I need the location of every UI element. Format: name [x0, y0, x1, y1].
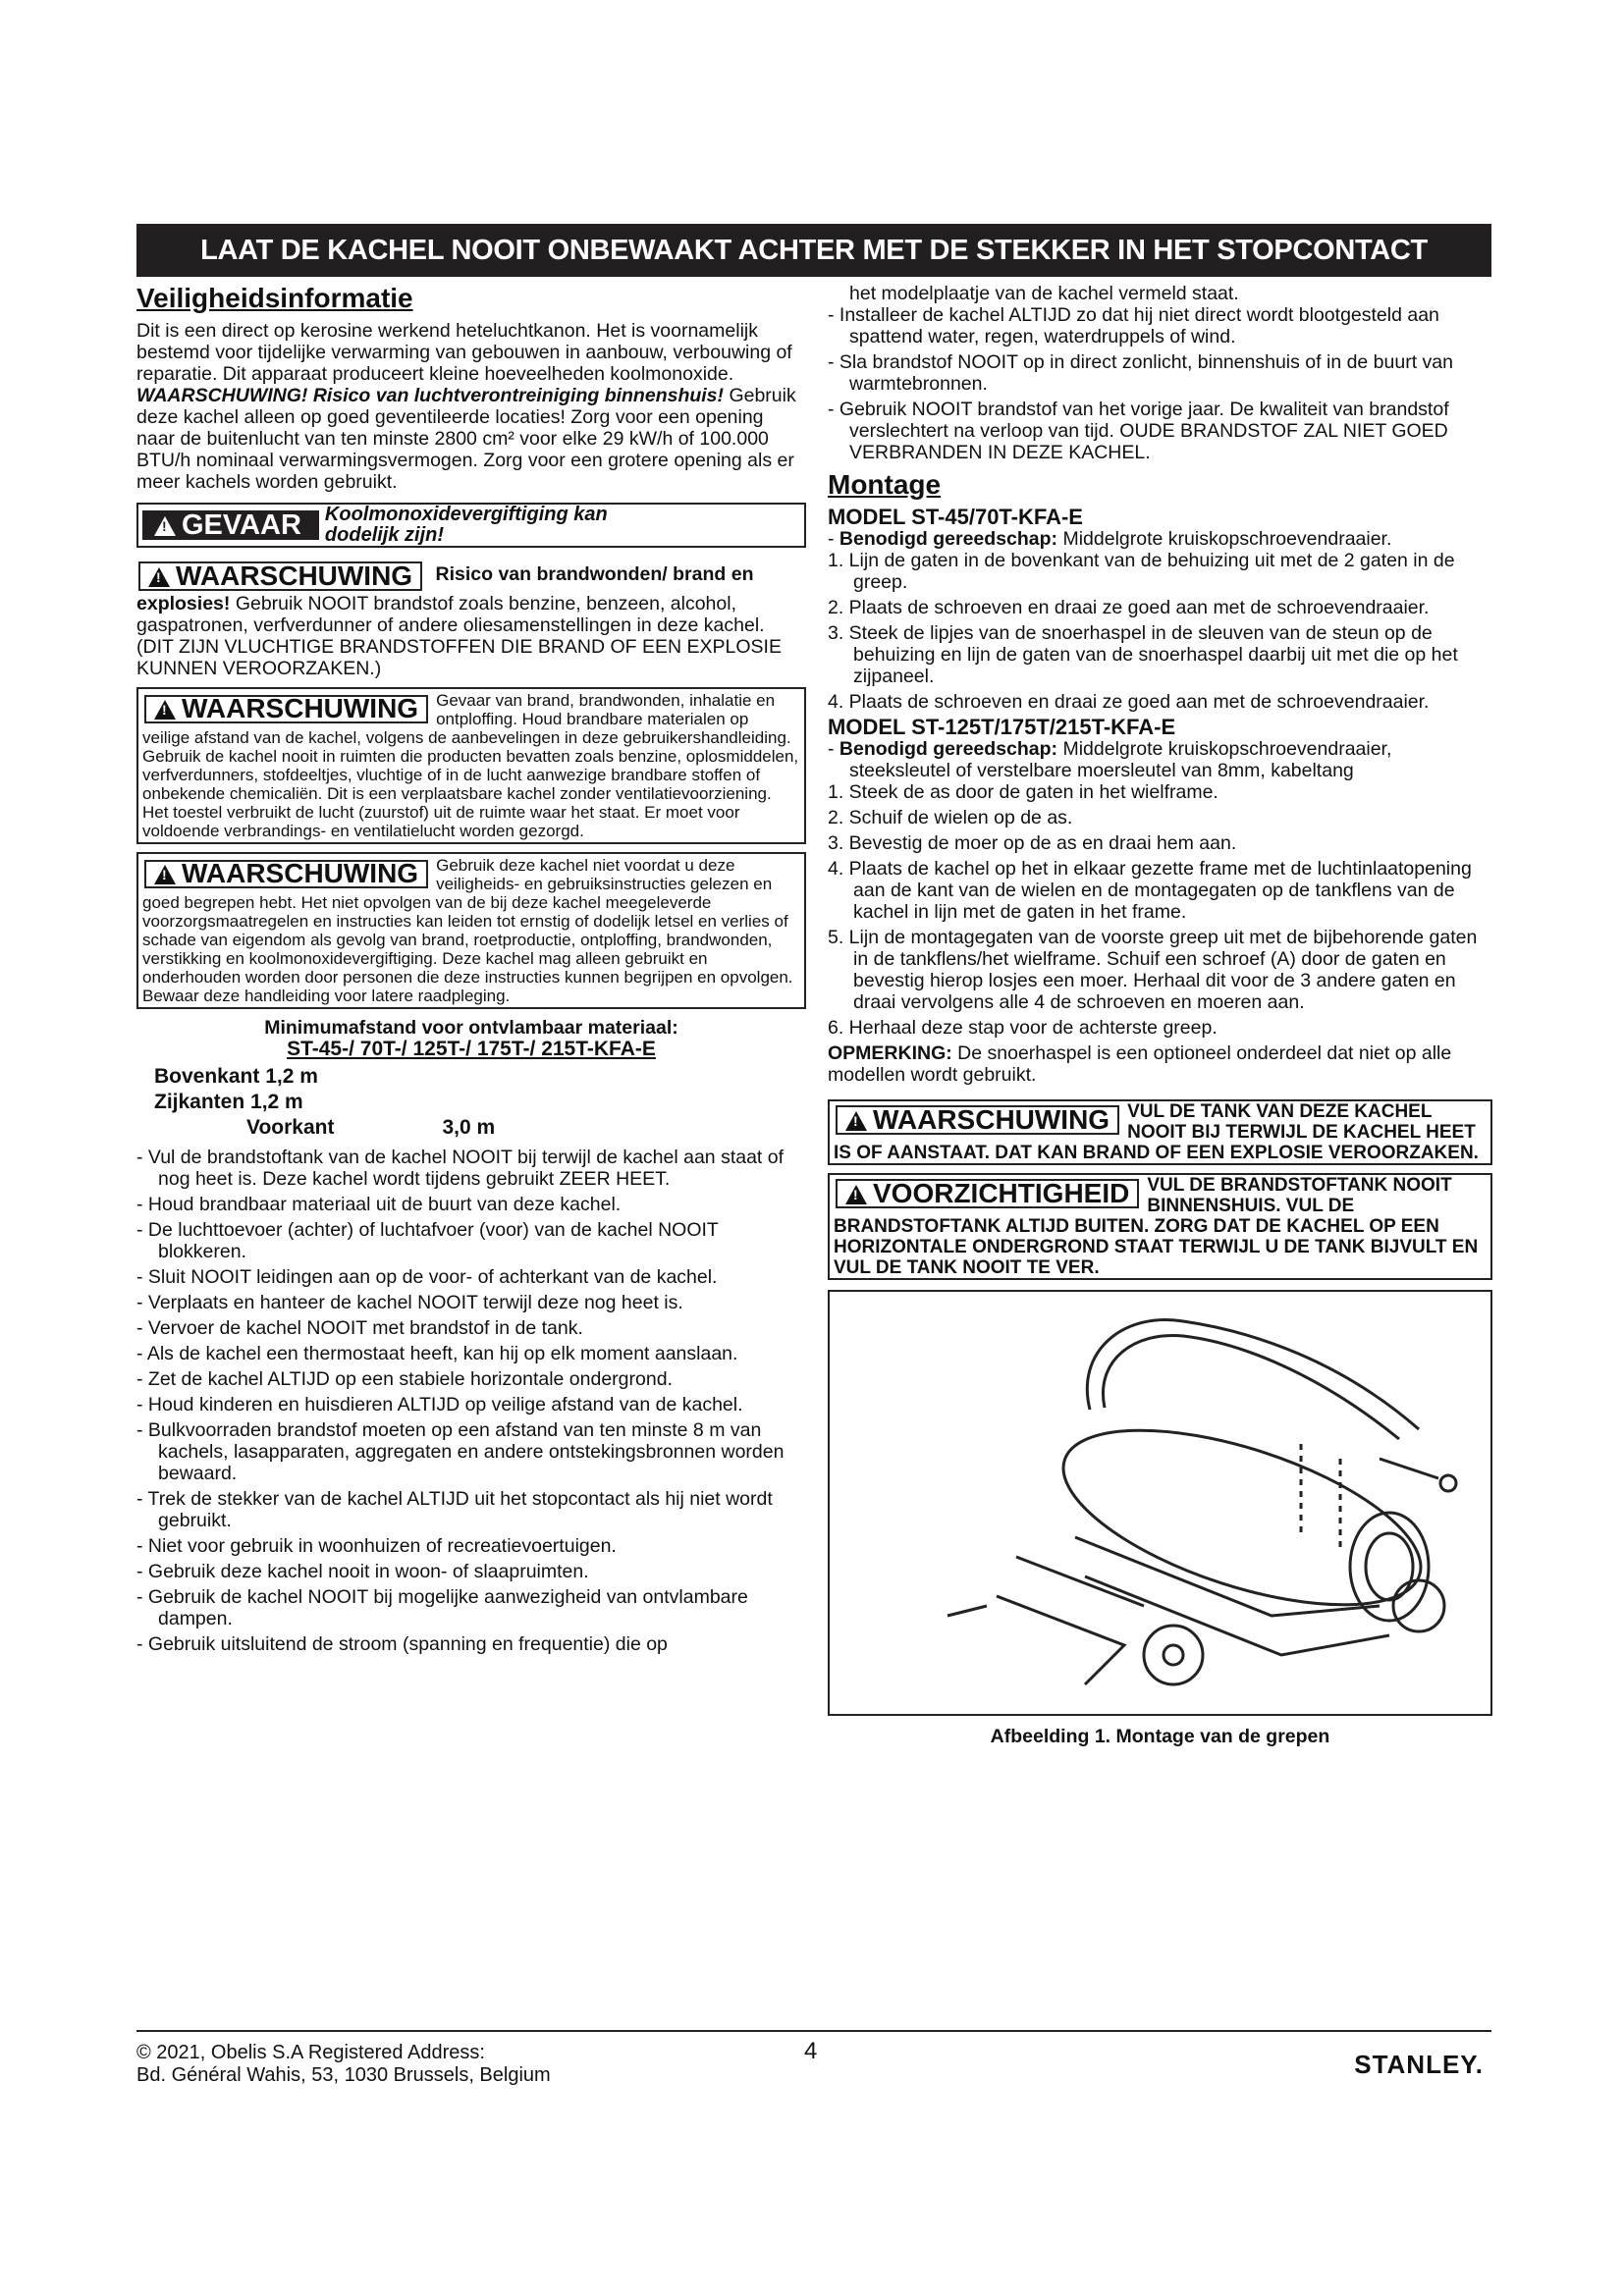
list-item: - De luchttoevoer (achter) of luchtafvoer (voor) van de kachel NOOIT blokkeren. [136, 1219, 719, 1262]
warning-box-1: !WAARSCHUWING Risico van brandwonden/ brand en explosies! Gebruik NOOIT brandstof zoals benzine, benzeen, alcohol, gaspatronen, verfverdunner of andere oliesamenstellingen in deze kachel. (DIT ZIJN VLUCHTIGE BRANDSTOFFEN DIE BRAND OF EEN EXPLOSIE KUNNEN VEROORZAKEN.) [136, 558, 806, 679]
warning-label-2: !WAARSCHUWING [144, 695, 428, 723]
intro-paragraph: Dit is een direct op kerosine werkend heteluchtkanon. Het is voornamelijk bestemd voor tijdelijke verwarming van gebouwen in aanbouw, verbouwing of reparatie. Dit apparaat produceert kleine hoeveelheden koolmonoxide. WAARSCHUWING! Risico van luchtverontreiniging binnenshuis! Gebruik deze kachel alleen op goed geventileerde locaties! Zorg voor een opening naar de buitenlucht van ten minste 2800 cm² voor elke 29 kW/h of 100.000 BTU/h nominaal verwarmingsvermogen. Zorg voor een grotere opening als er meer kachels worden gebruikt. [136, 320, 796, 493]
list-item: - Niet voor gebruik in woonhuizen of recreatievoertuigen. [136, 1535, 617, 1557]
warning-triangle-icon [154, 700, 176, 720]
model-2-title: MODEL ST-125T/175T/215T-KFA-E [828, 715, 1176, 739]
fill-warning-box: !WAARSCHUWING VUL DE TANK VAN DEZE KACHEL NOOIT BIJ TERWIJL DE KACHEL HEET IS OF AANSTAAT. DAT KAN BRAND OF EEN EXPLOSIE VEROORZAKEN. [828, 1099, 1492, 1165]
warning-label-3: !WAARSCHUWING [144, 860, 428, 888]
list-item: 4. Plaats de schroeven en draai ze goed aan met de schroevendraaier. [828, 691, 1430, 713]
top-banner: LAAT DE KACHEL NOOIT ONBEWAAKT ACHTER MET DE STEKKER IN HET STOPCONTACT [136, 224, 1491, 277]
caution-box: !VOORZICHTIGHEID VUL DE BRANDSTOFTANK NOOIT BINNENSHUIS. VUL DE BRANDSTOFTANK ALTIJD BUITEN. ZORG DAT DE KACHEL OP EEN HORIZONTALE ONDERGROND STAAT TERWIJL U DE TANK BIJVULT EN VUL DE TANK NOOIT TE VER. [828, 1173, 1492, 1280]
model-1-steps [828, 550, 1492, 713]
warning-triangle-icon [154, 865, 176, 884]
figure-caption: Afbeelding 1. Montage van de grepen [990, 1726, 1330, 1747]
model-2-steps [828, 781, 1492, 1039]
page-number: 4 [804, 2038, 818, 2064]
list-item: - Sluit NOOIT leidingen aan op de voor- of achterkant van de kachel. [136, 1266, 718, 1288]
list-item: - Als de kachel een thermostaat heeft, kan hij op elk moment aanslaan. [136, 1343, 738, 1364]
list-item: - Gebruik uitsluitend de stroom (spanning en frequentie) die op [136, 1633, 668, 1655]
list-item: - Bulkvoorraden brandstof moeten op een afstand van ten minste 8 m van kachels, lasapparaten, aggregaten en andere ontstekingsbronnen worden bewaard. [136, 1419, 785, 1484]
distance-front: Voorkant 3,0 m [246, 1116, 496, 1139]
model-1-tools: - Benodigd gereedschap: Middelgrote kruiskopschroevendraaier. [828, 528, 1392, 550]
list-item: - Vervoer de kachel NOOIT met brandstof in de tank. [136, 1317, 583, 1339]
list-item: - Trek de stekker van de kachel ALTIJD uit het stopcontact als hij niet wordt gebruikt. [136, 1488, 773, 1531]
list-item: - Vul de brandstoftank van de kachel NOOIT bij terwijl de kachel aan staat of nog heet is. Deze kachel wordt tijdens gebruikt ZEER HEET. [136, 1147, 785, 1190]
danger-label: !GEVAAR [142, 510, 319, 540]
heater-assembly-figure [828, 1290, 1492, 1716]
warning-triangle-icon [154, 516, 176, 536]
min-distance-title: Minimumafstand voor ontvlambaar materiaal: [264, 1017, 678, 1039]
montage-heading: Montage [828, 469, 942, 500]
distance-side: Zijkanten 1,2 m [154, 1091, 303, 1113]
footer-address: © 2021, Obelis S.A Registered Address: Bd. Général Wahis, 53, 1030 Brussels, Belgium [136, 2042, 551, 2086]
min-distance-models: ST-45-/ 70T-/ 125T-/ 175T-/ 215T-KFA-E [287, 1038, 656, 1060]
fill-warning-label: !WAARSCHUWING [836, 1105, 1119, 1135]
distance-top: Bovenkant 1,2 m [154, 1065, 318, 1088]
warning-triangle-icon [845, 1185, 867, 1204]
list-item: - Installeer de kachel ALTIJD zo dat hij niet direct wordt blootgesteld aan spattend water, regen, waterdruppels of wind. [828, 304, 1439, 347]
safety-heading: Veiligheidsinformatie [136, 283, 413, 313]
left-column [136, 283, 806, 1659]
footer [136, 2030, 1491, 2086]
caution-label: !VOORZICHTIGHEID [836, 1179, 1139, 1208]
list-item: 3. Steek de lipjes van de snoerhaspel in de sleuven van de steun op de behuizing en lijn de gaten van de snoerhaspel daarbij uit met die op het zijpaneel. [828, 622, 1458, 687]
list-item: 4. Plaats de kachel op het in elkaar gezette frame met de luchtinlaatopening aan de kant van de wielen en de montagegaten op de tankflens van de kachel in lijn met de gaten in het frame. [828, 858, 1472, 923]
warning-box-3: !WAARSCHUWING Gebruik deze kachel niet voordat u deze veiligheids- en gebruiksinstructies gelezen en goed begrepen hebt. Het niet opvolgen van de bij deze kachel meegeleverde voorzorgsmaatregelen en instructies kan leiden tot ernstig of dodelijk letsel en verlies of schade van eigendom als gevolg van brand, roetproductie, ontploffing, brandwonden, verstikking en koolmonoxidevergiftiging. Deze kachel mag alleen gebruikt en onderhouden worden door personen die deze instructies kunnen begrijpen en opvolgen. Bewaar deze handleiding voor latere raadpleging. [136, 852, 806, 1009]
right-bullet-list [828, 304, 1492, 463]
warning-box-2: !WAARSCHUWING Gevaar van brand, brandwonden, inhalatie en ontploffing. Houd brandbare materialen op veilige afstand van de kachel, volgens de aanbevelingen in deze gebruikershandleiding. Gebruik de kachel nooit in ruimten die producten bevatten zoals benzine, oplosmiddelen, verfverdunners, stofdeeltjes, vluchtige of in de lucht aanwezige brandbare stoffen of onbekende chemicaliën. Dit is een verplaatsbare kachel zonder ventilatievoorziening. Het toestel verbruikt de lucht (zuurstof) uit de ruimte waar het staat. Er moet voor voldoende verbrandings- en ventilatielucht worden gezorgd. [136, 687, 806, 844]
list-item: - Zet de kachel ALTIJD op een stabiele horizontale ondergrond. [136, 1368, 673, 1390]
model-2-tools: - Benodigd gereedschap: Middelgrote kruiskopschroevendraaier, steeksleutel of verstelbare moersleutel van 8mm, kabeltang [828, 738, 1392, 781]
list-item: - Gebruik NOOIT brandstof van het vorige jaar. De kwaliteit van brandstof verslechtert na verloop van tijd. OUDE BRANDSTOF ZAL NIET GOED VERBRANDEN IN DEZE KACHEL. [828, 399, 1449, 463]
stanley-logo: STANLEY. [1354, 2050, 1484, 2079]
model-1-title: MODEL ST-45/70T-KFA-E [828, 505, 1083, 529]
danger-box [136, 503, 806, 548]
continued-text: het modelplaatje van de kachel vermeld staat. [849, 283, 1239, 304]
warning-triangle-icon [845, 1111, 867, 1131]
list-item: 5. Lijn de montagegaten van de voorste greep uit met de bijbehorende gaten in de tankflens/het wielframe. Schuif een schroef (A) door de gaten en bevestig hierop losjes een moer. Herhaal dit voor de 3 andere gaten en draai vervolgens alle 4 de schroeven en moeren aan. [828, 927, 1478, 1013]
right-column [828, 283, 1492, 1747]
list-item: - Houd brandbaar materiaal uit de buurt van deze kachel. [136, 1194, 622, 1215]
heater-diagram-icon [830, 1292, 1490, 1710]
list-item: - Gebruik de kachel NOOIT bij mogelijke aanwezigheid van ontvlambare dampen. [136, 1586, 748, 1629]
list-item: 3. Bevestig de moer op de as en draai hem aan. [828, 832, 1237, 854]
list-item: 2. Schuif de wielen op de as. [828, 807, 1073, 828]
list-item: - Sla brandstof NOOIT op in direct zonlicht, binnenshuis of in de buurt van warmtebronnen. [828, 351, 1453, 395]
list-item: 6. Herhaal deze stap voor de achterste greep. [828, 1017, 1218, 1039]
list-item: 2. Plaats de schroeven en draai ze goed aan met de schroevendraaier. [828, 597, 1430, 618]
warning-triangle-icon [148, 567, 170, 587]
safety-bullet-list [136, 1147, 806, 1655]
note-paragraph: OPMERKING: De snoerhaspel is een optioneel onderdeel dat niet op alle modellen wordt gebruikt. [828, 1042, 1452, 1086]
warning-label-1: !WAARSCHUWING [138, 561, 422, 591]
list-item: - Verplaats en hanteer de kachel NOOIT terwijl deze nog heet is. [136, 1292, 683, 1313]
list-item: 1. Steek de as door de gaten in het wielframe. [828, 781, 1218, 803]
list-item: - Gebruik deze kachel nooit in woon- of slaapruimten. [136, 1561, 589, 1582]
danger-text: Koolmonoxidevergiftiging kan dodelijk zijn! [324, 504, 608, 546]
list-item: - Houd kinderen en huisdieren ALTIJD op veilige afstand van de kachel. [136, 1394, 743, 1415]
list-item: 1. Lijn de gaten in de bovenkant van de behuizing uit met de 2 gaten in de greep. [828, 550, 1455, 593]
